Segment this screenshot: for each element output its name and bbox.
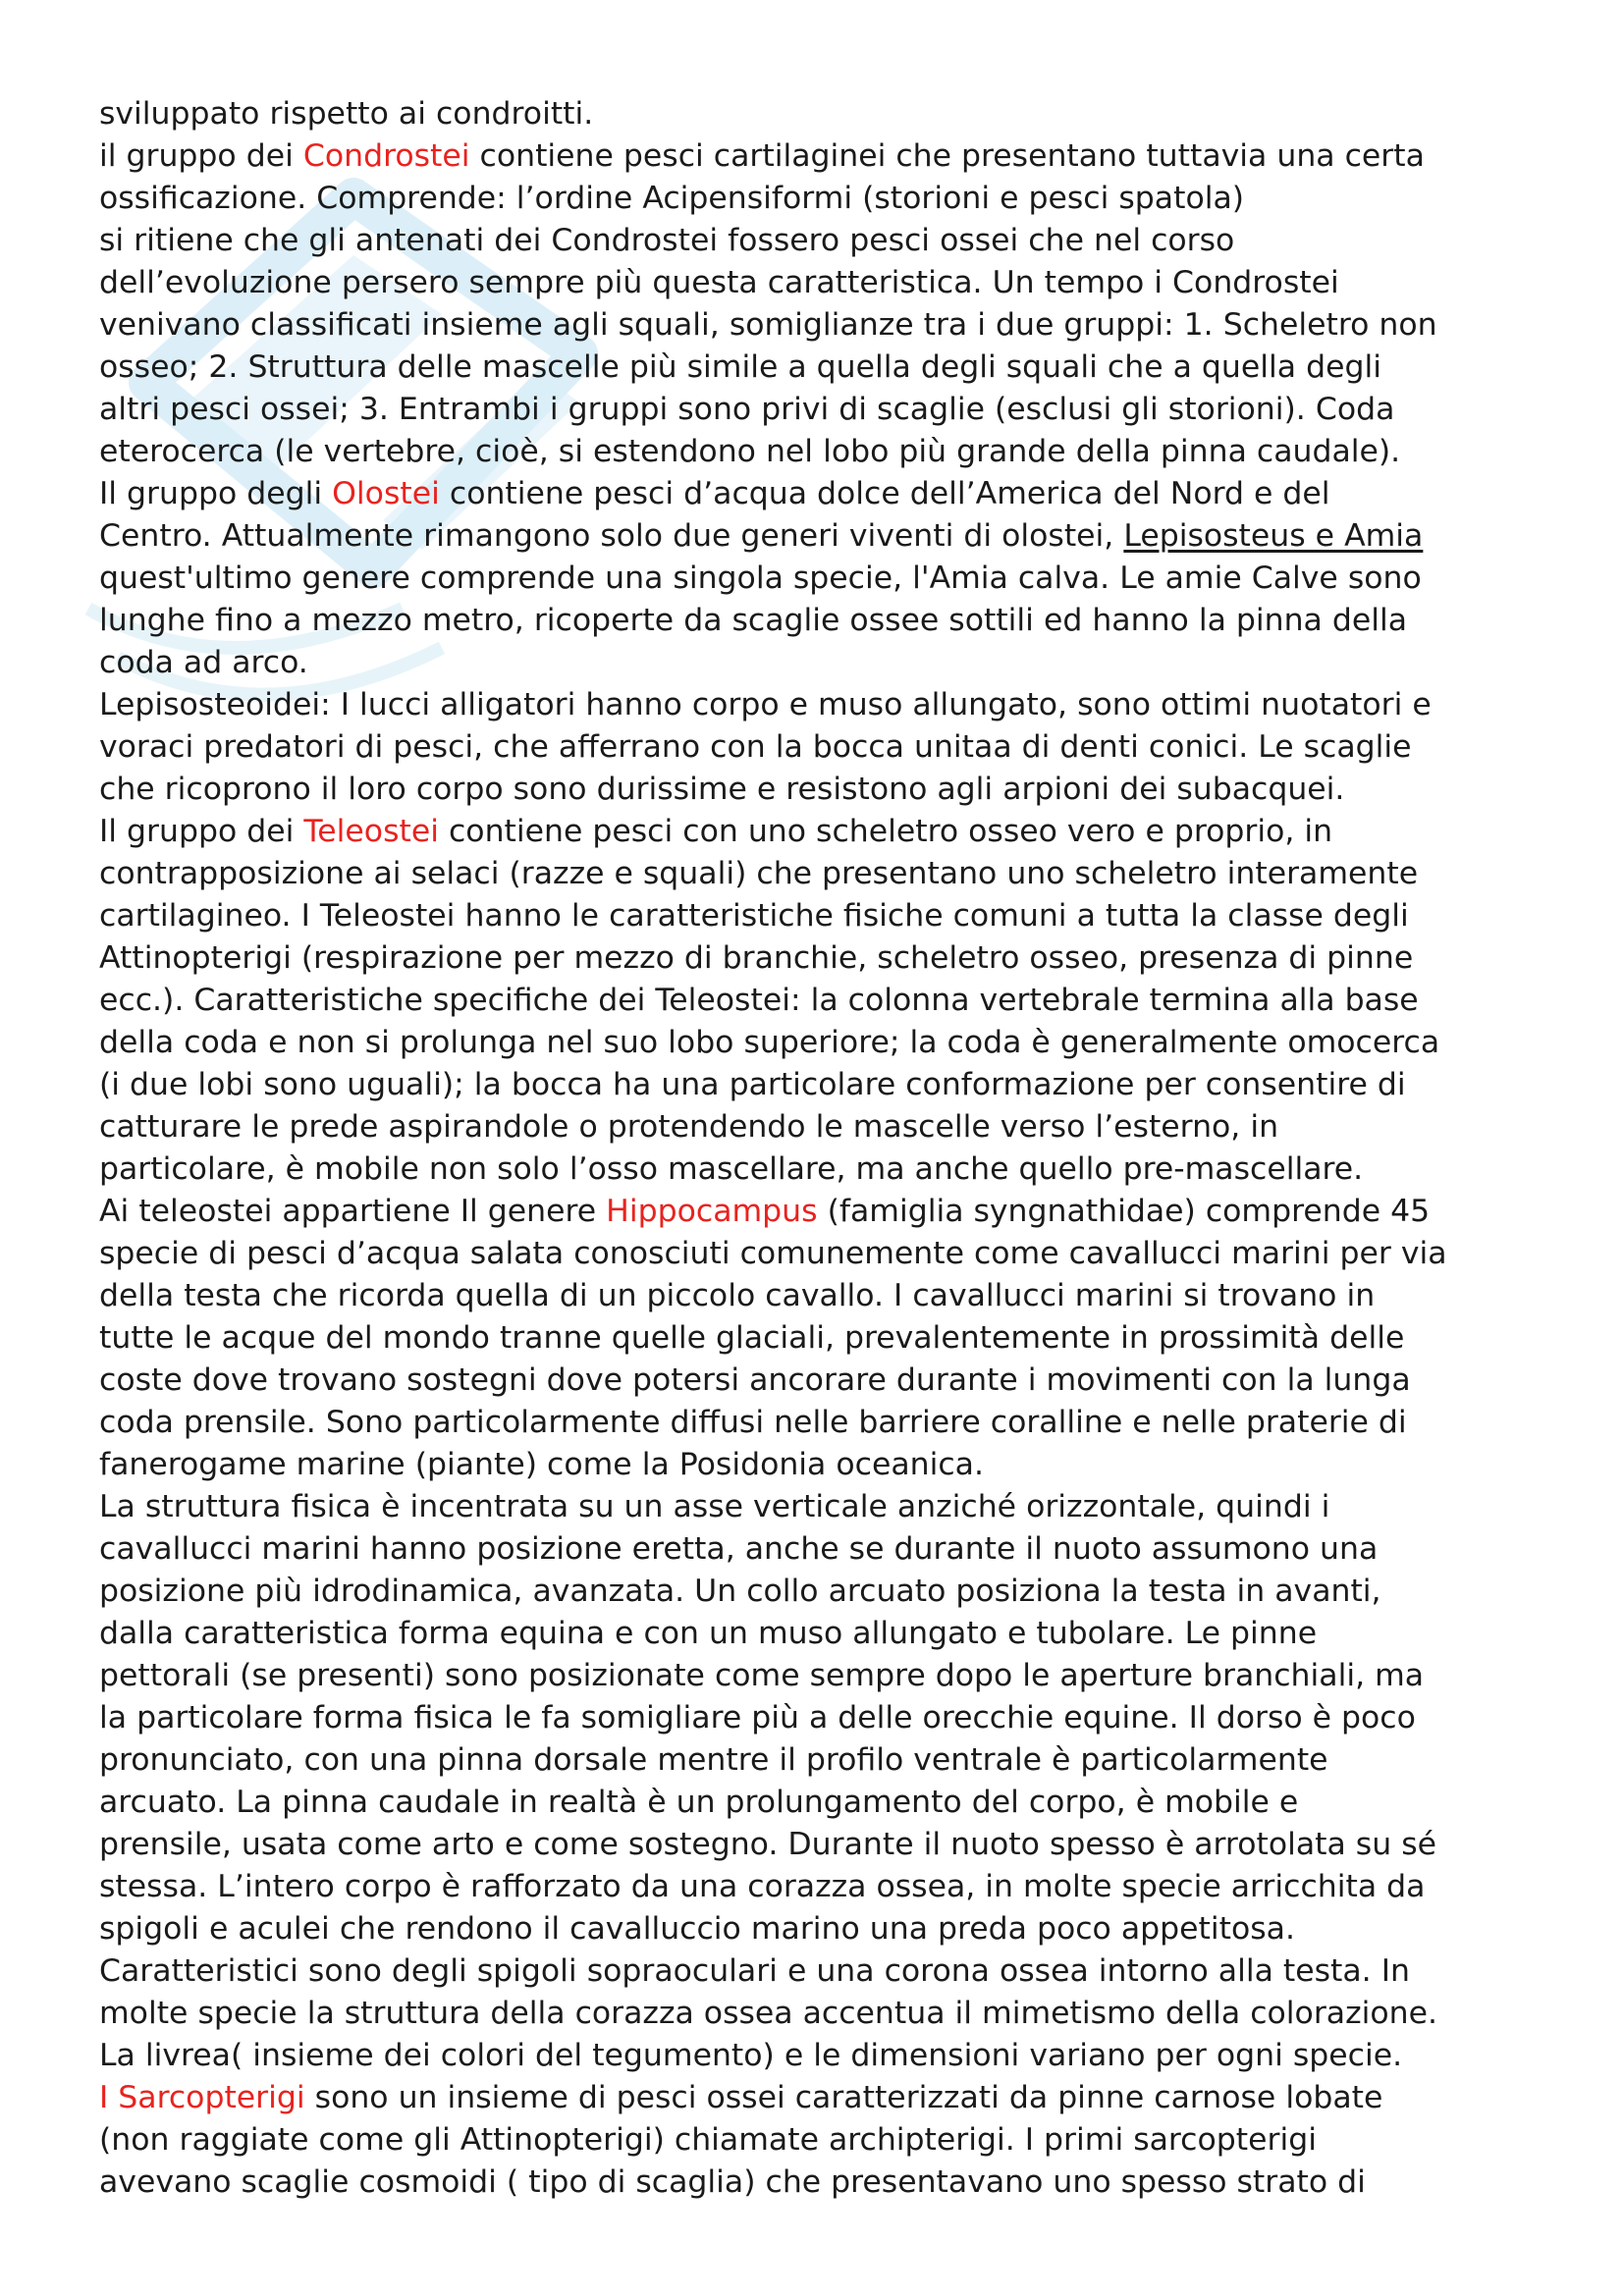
text-segment: Il gruppo dei — [99, 814, 304, 849]
text-segment: pronunciato, con una pinna dorsale mentre il profilo ventrale è particolarmente — [99, 1742, 1328, 1778]
text-segment: Centro. Attualmente rimangono solo due generi viventi di olostei, — [99, 518, 1124, 554]
text-segment: contiene pesci d’acqua dolce dell’America del Nord e del — [439, 476, 1330, 511]
text-segment: Caratteristici sono degli spigoli sopraoculari e una corona ossea intorno alla testa. In — [99, 1953, 1410, 1989]
text-segment: ecc.). Caratteristiche specifiche dei Teleostei: la colonna vertebrale termina alla base — [99, 983, 1419, 1018]
text-line — [99, 1993, 1552, 2035]
text-segment: che ricoprono il loro corpo sono durissime e resistono agli arpioni dei subacquei. — [99, 772, 1345, 807]
text-segment: quest'ultimo genere comprende una singola specie, l'Amia calva. Le amie Calve sono — [99, 561, 1422, 596]
document-body — [99, 93, 1552, 2204]
highlighted-term: Teleostei — [303, 814, 439, 849]
text-line — [99, 2035, 1552, 2077]
text-segment: ossificazione. Comprende: l’ordine Acipensiformi (storioni e pesci spatola) — [99, 181, 1245, 216]
text-line — [99, 1233, 1552, 1275]
text-line — [99, 93, 1552, 135]
text-line — [99, 1360, 1552, 1402]
underlined-term: Lepisosteus e Amia — [1123, 518, 1424, 554]
text-line — [99, 1317, 1552, 1360]
text-line — [99, 262, 1552, 304]
text-line — [99, 1064, 1552, 1106]
text-line — [99, 473, 1552, 515]
text-segment: dell’evoluzione persero sempre più questa caratteristica. Un tempo i Condrostei — [99, 265, 1339, 300]
text-line — [99, 684, 1552, 726]
text-line — [99, 1866, 1552, 1908]
text-segment: particolare, è mobile non solo l’osso mascellare, ma anche quello pre-mascellare. — [99, 1151, 1364, 1187]
text-line — [99, 1275, 1552, 1317]
text-segment: (i due lobi sono uguali); la bocca ha una particolare conformazione per consentire di — [99, 1067, 1406, 1102]
text-segment: avevano scaglie cosmoidi ( tipo di scaglia) che presentavano uno spesso strato di — [99, 2164, 1366, 2200]
text-segment: il gruppo dei — [99, 138, 303, 174]
text-line — [99, 726, 1552, 769]
text-line — [99, 1908, 1552, 1950]
text-segment: dalla caratteristica forma equina e con un muso allungato e tubolare. Le pinne — [99, 1616, 1318, 1651]
text-line — [99, 980, 1552, 1022]
text-line — [99, 389, 1552, 431]
text-line — [99, 769, 1552, 811]
highlighted-term: I Sarcopterigi — [99, 2080, 305, 2115]
text-line — [99, 1022, 1552, 1064]
text-line — [99, 1655, 1552, 1697]
text-segment: della coda e non si prolunga nel suo lobo superiore; la coda è generalmente omocerca — [99, 1025, 1440, 1060]
text-line — [99, 642, 1552, 684]
text-segment: contrapposizione ai selaci (razze e squali) che presentano uno scheletro interamente — [99, 856, 1419, 891]
text-line — [99, 1528, 1552, 1571]
text-segment: spigoli e aculei che rendono il cavalluccio marino una preda poco appetitosa. — [99, 1911, 1295, 1947]
highlighted-term: Olostei — [332, 476, 440, 511]
text-segment: cavallucci marini hanno posizione eretta, anche se durante il nuoto assumono una — [99, 1531, 1379, 1567]
text-segment: della testa che ricorda quella di un piccolo cavallo. I cavallucci marini si trovano in — [99, 1278, 1376, 1313]
text-segment: molte specie la struttura della corazza ossea accentua il mimetismo della colorazione. — [99, 1996, 1437, 2031]
text-segment: la particolare forma fisica le fa somigliare più a delle orecchie equine. Il dorso è poco — [99, 1700, 1416, 1735]
text-line — [99, 304, 1552, 347]
text-segment: contiene pesci con uno scheletro osseo vero e proprio, in — [438, 814, 1333, 849]
text-segment: prensile, usata come arto e come sostegno. Durante il nuoto spesso è arrotolata su sé — [99, 1827, 1436, 1862]
text-segment: catturare le prede aspirandole o protendendo le mascelle verso l’esterno, in — [99, 1109, 1279, 1145]
text-segment: coda prensile. Sono particolarmente diffusi nelle barriere coralline e nelle praterie di — [99, 1405, 1407, 1440]
text-segment: sono un insieme di pesci ossei caratterizzati da pinne carnose lobate — [304, 2080, 1383, 2115]
text-segment: (non raggiate come gli Attinopterigi) chiamate archipterigi. I primi sarcopterigi — [99, 2122, 1317, 2158]
text-line — [99, 220, 1552, 262]
text-segment: tutte le acque del mondo tranne quelle glaciali, prevalentemente in prossimità delle — [99, 1320, 1405, 1356]
text-line — [99, 1148, 1552, 1191]
highlighted-term: Condrostei — [302, 138, 470, 174]
text-line — [99, 135, 1552, 178]
text-line — [99, 1571, 1552, 1613]
text-line — [99, 1402, 1552, 1444]
text-line — [99, 811, 1552, 853]
text-segment: lunghe fino a mezzo metro, ricoperte da scaglie ossee sottili ed hanno la pinna della — [99, 603, 1408, 638]
text-segment: si ritiene che gli antenati dei Condrostei fossero pesci ossei che nel corso — [99, 223, 1235, 258]
text-segment: stessa. L’intero corpo è rafforzato da una corazza ossea, in molte specie arricchita da — [99, 1869, 1426, 1904]
text-line — [99, 1444, 1552, 1486]
text-segment: voraci predatori di pesci, che afferrano con la bocca unitaa di denti conici. Le scaglie — [99, 729, 1412, 765]
text-line — [99, 178, 1552, 220]
text-line — [99, 1697, 1552, 1739]
text-segment: venivano classificati insieme agli squali, somiglianze tra i due gruppi: 1. Scheletro non — [99, 307, 1437, 343]
text-segment: altri pesci ossei; 3. Entrambi i gruppi sono privi di scaglie (esclusi gli storioni). Coda — [99, 392, 1395, 427]
text-segment: (famiglia syngnathidae) comprende 45 — [817, 1194, 1431, 1229]
text-line — [99, 431, 1552, 473]
text-line — [99, 347, 1552, 389]
text-line — [99, 1739, 1552, 1782]
text-line — [99, 2162, 1552, 2204]
text-segment: La struttura fisica è incentrata su un asse verticale anziché orizzontale, quindi i — [99, 1489, 1330, 1524]
text-line — [99, 1106, 1552, 1148]
text-segment: La livrea( insieme dei colori del tegumento) e le dimensioni variano per ogni specie. — [99, 2038, 1403, 2073]
text-line — [99, 1191, 1552, 1233]
text-segment: eterocerca (le vertebre, cioè, si estendono nel lobo più grande della pinna caudale). — [99, 434, 1401, 469]
text-line — [99, 937, 1552, 980]
text-segment: pettorali (se presenti) sono posizionate come sempre dopo le aperture branchiali, ma — [99, 1658, 1425, 1693]
text-segment: sviluppato rispetto ai condroitti. — [99, 96, 594, 132]
text-segment: cartilagineo. I Teleostei hanno le caratteristiche fisiche comuni a tutta la classe degli — [99, 898, 1409, 934]
highlighted-term: Hippocampus — [606, 1194, 818, 1229]
text-segment: arcuato. La pinna caudale in realtà è un prolungamento del corpo, è mobile e — [99, 1785, 1299, 1820]
text-segment: specie di pesci d’acqua salata conosciuti comunemente come cavallucci marini per via — [99, 1236, 1447, 1271]
text-segment: Attinopterigi (respirazione per mezzo di branchie, scheletro osseo, presenza di pinne — [99, 940, 1414, 976]
text-line — [99, 2077, 1552, 2119]
text-line — [99, 1782, 1552, 1824]
text-line — [99, 600, 1552, 642]
text-segment: posizione più idrodinamica, avanzata. Un collo arcuato posiziona la testa in avanti, — [99, 1574, 1381, 1609]
text-line — [99, 895, 1552, 937]
text-line — [99, 1613, 1552, 1655]
text-segment: Ai teleostei appartiene Il genere — [99, 1194, 607, 1229]
text-line — [99, 853, 1552, 895]
text-segment: Lepisosteoidei: I lucci alligatori hanno corpo e muso allungato, sono ottimi nuotatori e — [99, 687, 1432, 722]
text-line — [99, 1950, 1552, 1993]
text-line — [99, 2119, 1552, 2162]
text-line — [99, 515, 1552, 558]
text-segment: Il gruppo degli — [99, 476, 333, 511]
text-segment: coda ad arco. — [99, 645, 308, 680]
text-segment: fanerogame marine (piante) come la Posidonia oceanica. — [99, 1447, 984, 1482]
text-segment: osseo; 2. Struttura delle mascelle più simile a quella degli squali che a quella degli — [99, 349, 1381, 385]
text-line — [99, 1824, 1552, 1866]
text-line — [99, 1486, 1552, 1528]
text-segment: contiene pesci cartilaginei che presentano tuttavia una certa — [469, 138, 1425, 174]
text-segment: coste dove trovano sostegni dove potersi ancorare durante i movimenti con la lunga — [99, 1362, 1411, 1398]
text-line — [99, 558, 1552, 600]
